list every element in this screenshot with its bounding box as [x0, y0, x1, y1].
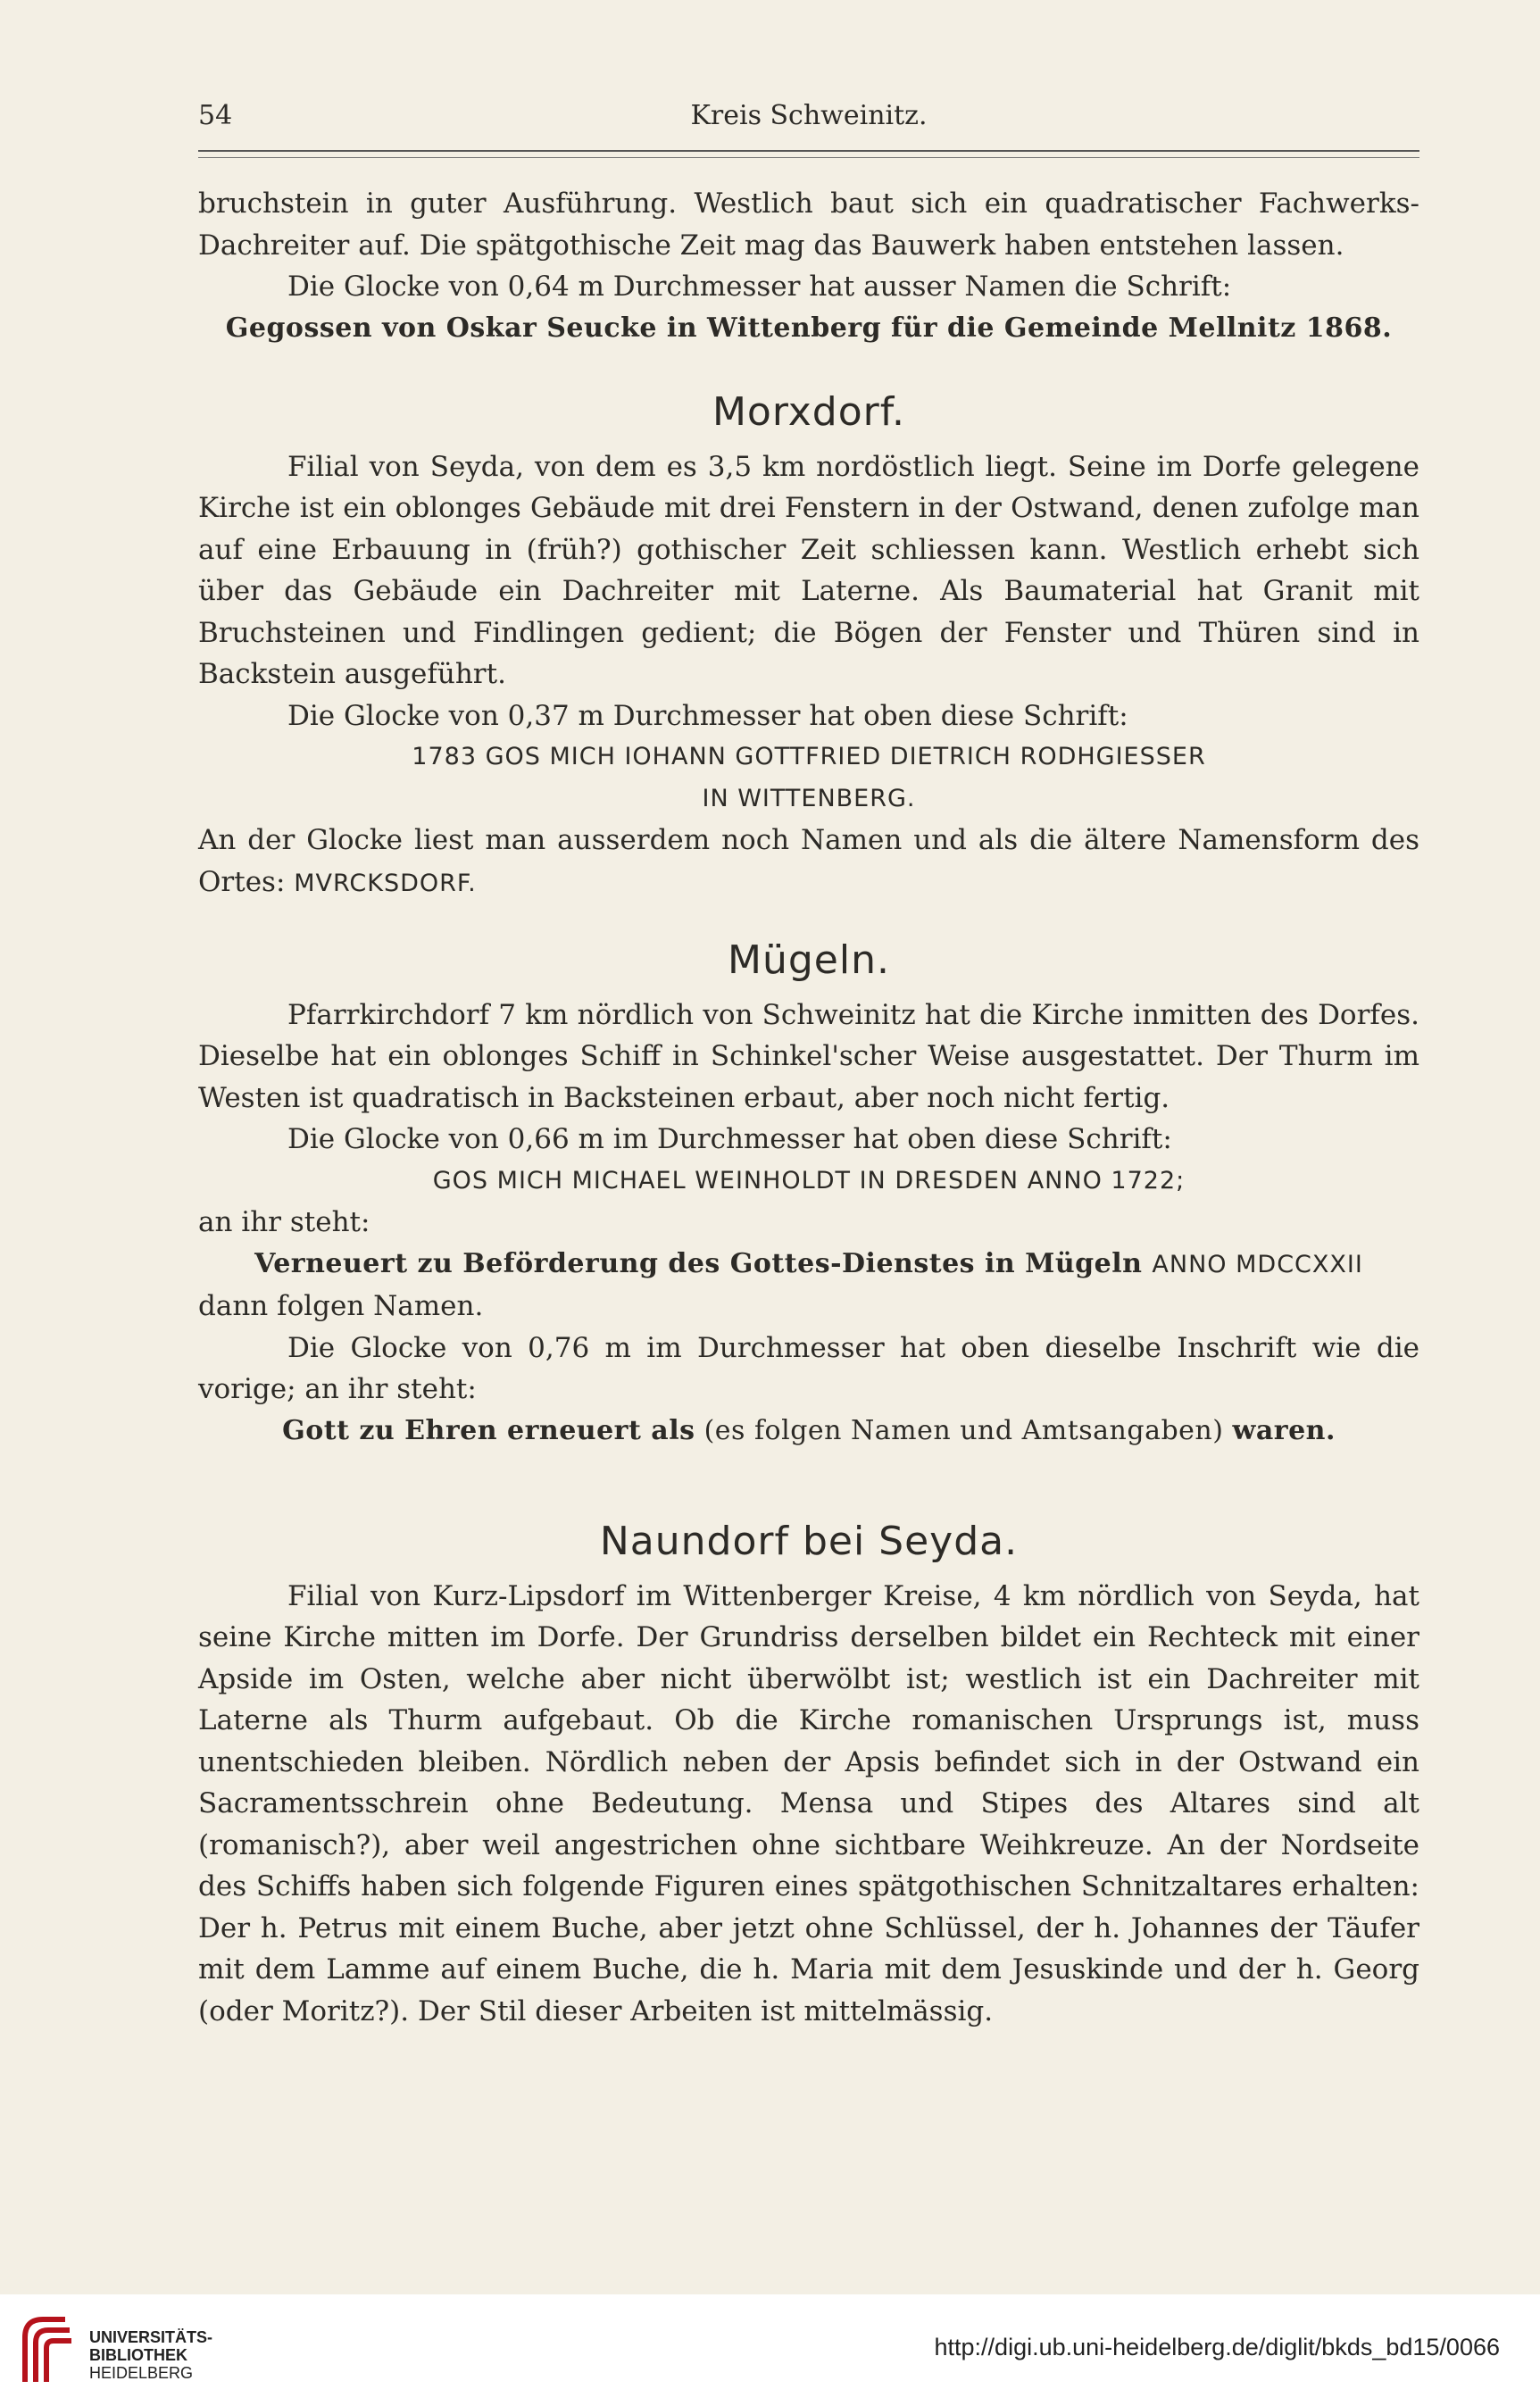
morxdorf-inscription-line-1: 1783 GOS MICH IOHANN GOTTFRIED DIETRICH RODHGIESSER: [412, 743, 1206, 770]
heading-naundorf: Naundorf bei Seyda.: [599, 1519, 1019, 1564]
morxdorf-inscription-line-2: IN WITTENBERG.: [702, 784, 916, 812]
institution-line-3: HEIDELBERG: [89, 2364, 194, 2382]
intro-bell-inscription: Gegossen von Oskar Seucke in Wittenberg für die Gemeinde Mellnitz 1868.: [225, 312, 1393, 344]
muegeln-inscription-3-c: waren.: [1232, 1414, 1336, 1446]
institution-line-2: BIBLIOTHEK: [89, 2346, 187, 2364]
heading-morxdorf: Morxdorf.: [712, 389, 906, 435]
morxdorf-paragraph-2: Die Glocke von 0,37 m Durchmesser hat oben diese Schrift:: [287, 699, 1128, 732]
morxdorf-paragraph-1: Filial von Seyda, von dem es 3,5 km nordöstlich liegt. Seine im Dorfe gelegene Kirche ist ein oblonges Gebäude mit drei Fenstern in der Ostwand, denen zufolge man auf eine Erbauung in (früh?) gothischer Zeit schliessen kann. Westlich erhebt sich über das Gebäude ein Dachreiter mit Laterne. Als Baumaterial hat Granit mit Bruchsteinen und Findlingen gedient; die Bögen der Fenster und Thüren sind in Backstein ausgeführt.: [198, 450, 1419, 690]
institution-name: [89, 2328, 212, 2382]
muegeln-paragraph-5: Die Glocke von 0,76 m im Durchmesser hat oben dieselbe Inschrift wie die vorige; an ihr steht:: [198, 1331, 1419, 1405]
muegeln-inscription-1: GOS MICH MICHAEL WEINHOLDT IN DRESDEN ANNO 1722;: [432, 1166, 1186, 1195]
header-rule: [198, 150, 1419, 158]
muegeln-paragraph-1: Pfarrkirchdorf 7 km nördlich von Schweinitz hat die Kirche inmitten des Dorfes. Dieselbe hat ein oblonges Schiff in Schinkel'scher Weise ausgestattet. Der Thurm im Westen ist quadratisch in Backsteinen erbaut, aber noch nicht fertig.: [198, 998, 1419, 1114]
page-number: 54: [198, 100, 233, 131]
muegeln-inscription-3-a: Gott zu Ehren erneuert als: [282, 1414, 695, 1446]
muegeln-paragraph-4: dann folgen Namen.: [198, 1290, 484, 1322]
intro-paragraph: bruchstein in guter Ausführung. Westlich baut sich ein quadratischer Fachwerks-Dachreiter auf. Die spätgothische Zeit mag das Bauwerk haben entstehen lassen.: [198, 187, 1419, 262]
muegeln-inscription-2-caps: ANNO MDCCXXII: [1152, 1250, 1363, 1278]
heading-muegeln: Mügeln.: [728, 937, 890, 983]
running-title: Kreis Schweinitz.: [690, 100, 928, 131]
institution-line-1: UNIVERSITÄTS-: [89, 2328, 213, 2346]
footer-bar: [0, 2294, 1540, 2406]
muegeln-paragraph-3: an ihr steht:: [198, 1206, 370, 1238]
source-url-link[interactable]: http://digi.ub.uni-heidelberg.de/diglit/bkds_bd15/0066: [934, 2334, 1500, 2360]
muegeln-paragraph-2: Die Glocke von 0,66 m im Durchmesser hat oben diese Schrift:: [287, 1123, 1172, 1155]
naundorf-paragraph-1: Filial von Kurz-Lipsdorf im Wittenberger Kreise, 4 km nördlich von Seyda, hat seine Kirche mitten im Dorfe. Der Grundriss derselben bildet ein Rechteck mit einer Apside im Osten, welche aber nicht überwölbt ist; westlich ist ein Dachreiter mit Laterne als Thurm aufgebaut. Ob die Kirche romanischen Ursprungs ist, muss unentschieden bleiben. Nördlich neben der Apsis befindet sich in der Ostwand ein Sacramentsschrein ohne Bedeutung. Mensa und Stipes des Altares sind alt (romanisch?), aber weil angestrichen ohne sichtbare Weihkreuze. An der Nordseite des Schiffs haben sich folgende Figuren eines spätgothischen Schnitzaltares erhalten: Der h. Petrus mit einem Buche, aber jetzt ohne Schlüssel, der h. Johannes der Täufer mit dem Lamme auf einem Buche, die h. Maria mit dem Jesuskinde und der h. Georg (oder Moritz?). Der Stil dieser Arbeiten ist mittelmässig.: [198, 1579, 1419, 2027]
muegeln-inscription-2: [198, 1244, 1419, 1286]
library-logo-icon: [16, 2310, 79, 2391]
page-body: [198, 183, 1419, 2032]
morxdorf-old-name: MVRCKSDORF.: [294, 869, 477, 897]
muegeln-inscription-3: [198, 1411, 1419, 1453]
intro-bell-paragraph: Die Glocke von 0,64 m Durchmesser hat ausser Namen die Schrift:: [287, 271, 1232, 303]
muegeln-inscription-3-b: (es folgen Namen und Amtsangaben): [703, 1414, 1224, 1446]
morxdorf-paragraph-3-text: An der Glocke liest man ausserdem noch Namen und als die ältere Namensform des Ortes:: [198, 824, 1419, 898]
muegeln-inscription-2-fraktur: Verneuert zu Beförderung des Gottes-Dienstes in Mügeln: [254, 1247, 1143, 1279]
morxdorf-paragraph-3: [198, 820, 1419, 904]
page-header: [198, 100, 1419, 145]
